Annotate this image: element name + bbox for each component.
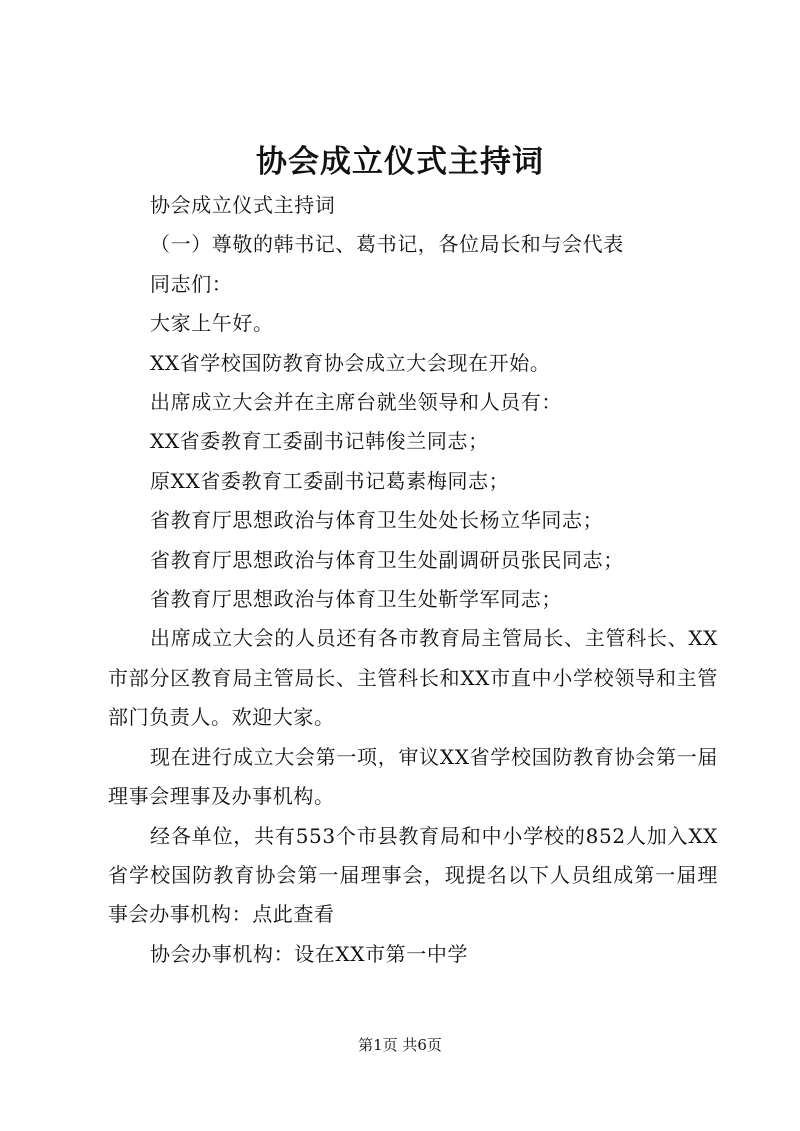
document-body [108, 186, 718, 974]
paragraph-4: 大家上午好。 [150, 311, 274, 336]
paragraph-5: XX省学校国防教育协会成立大会现在开始。 [150, 350, 551, 375]
paragraph-10: 省教育厅思想政治与体育卫生处副调研员张民同志； [150, 547, 624, 572]
paragraph-1: 协会成立仪式主持词 [150, 193, 336, 217]
paragraph-12: 出席成立大会的人员还有各市教育局主管局长、主管科长、XX市部分区教育局主管局长、主管科长和XX市直中小学校领导和主管部门负责人。欢迎大家。 [108, 626, 718, 730]
paragraph-8: 原XX省委教育工委副书记葛素梅同志； [150, 468, 510, 493]
paragraph-15: 协会办事机构：设在XX市第一中学 [150, 941, 469, 966]
paragraph-14: 经各单位，共有553个市县教育局和中小学校的852人加入XX省学校国防教育协会第一届理事会，现提名以下人员组成第一届理事会办事机构：点此查看 [108, 823, 718, 927]
paragraph-11: 省教育厅思想政治与体育卫生处靳学军同志； [150, 587, 562, 612]
paragraph-2: （一）尊敬的韩书记、葛书记，各位局长和与会代表 [150, 232, 624, 257]
paragraph-7: XX省委教育工委副书记韩俊兰同志； [150, 429, 489, 454]
paragraph-13: 现在进行成立大会第一项，审议XX省学校国防教育协会第一届理事会理事及办事机构。 [108, 744, 718, 809]
page-footer: 第1页 共6页 [358, 1036, 442, 1054]
paragraph-3: 同志们： [150, 271, 233, 296]
document-title: 协会成立仪式主持词 [256, 144, 544, 180]
paragraph-9: 省教育厅思想政治与体育卫生处处长杨立华同志； [150, 508, 604, 533]
paragraph-6: 出席成立大会并在主席台就坐领导和人员有： [150, 390, 562, 415]
